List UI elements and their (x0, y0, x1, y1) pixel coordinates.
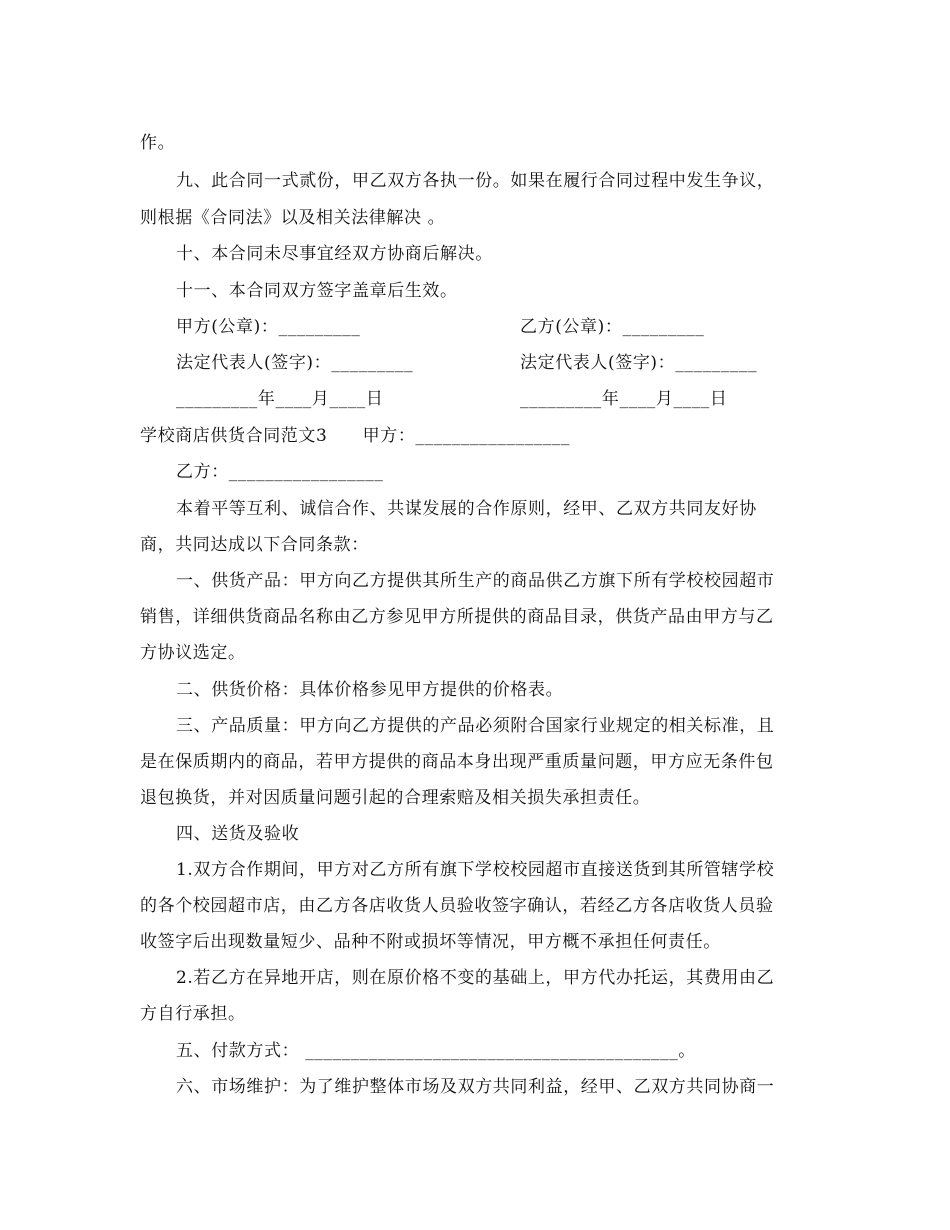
paragraph-line: 销售，详细供货商品名称由乙方参见甲方所提供的商品目录，供货产品由甲方与乙 (140, 607, 774, 627)
paragraph-line: 收签字后出现数量短少、品种不附或损坏等情况，甲方概不承担任何责任。 (140, 932, 721, 952)
clause-four-item-2: 2.若乙方在异地开店，则在原价格不变的基础上，甲方代办托运，其费用由乙 (176, 968, 775, 988)
party-b-line: 乙方：_________________ (176, 462, 384, 482)
paragraph-line: 作。 (140, 133, 176, 153)
paragraph-line: 方协议选定。 (140, 643, 246, 663)
paragraph-line: 方自行承担。 (140, 1004, 246, 1024)
clause-four-item-1: 1.双方合作期间，甲方对乙方所有旗下学校校园超市直接送货到其所管辖学校 (176, 860, 775, 880)
clause-ten: 十、本合同未尽事宜经双方协商后解决。 (176, 244, 493, 264)
clause-three: 三、产品质量：甲方向乙方提供的产品必须附合国家行业规定的相关标准，且 (176, 716, 775, 736)
contract-title-line: 学校商店供货合同范文3 甲方：_________________ (140, 426, 571, 446)
party-a-seal: 甲方(公章)：_________ (176, 317, 361, 337)
paragraph-line: 的各个校园超市店，由乙方各店收货人员验收签字确认，若经乙方各店收货人员验 (140, 896, 774, 916)
clause-four: 四、送货及验收 (176, 824, 300, 844)
party-a-representative: 法定代表人(签字)：_________ (176, 353, 414, 373)
clause-five: 五、付款方式： _________________________________________。 (176, 1041, 696, 1061)
clause-six: 六、市场维护：为了维护整体市场及双方共同利益，经甲、乙双方共同协商一 (176, 1077, 775, 1097)
paragraph-line: 商，共同达成以下合同条款： (140, 535, 369, 555)
clause-one: 一、供货产品：甲方向乙方提供其所生产的商品供乙方旗下所有学校校园超市 (176, 571, 775, 591)
clause-nine: 九、此合同一式贰份，甲乙双方各执一份。如果在履行合同过程中发生争议， (176, 171, 775, 191)
clause-two: 二、供货价格：具体价格参见甲方提供的价格表。 (176, 680, 564, 700)
party-b-seal: 乙方(公章)：_________ (520, 317, 705, 337)
party-b-date: _________年____月____日 (520, 389, 728, 409)
paragraph-line: 则根据《合同法》以及相关法律解决 。 (140, 208, 446, 228)
paragraph-line: 是在保质期内的商品，若甲方提供的商品本身出现严重质量问题，甲方应无条件包 (140, 752, 774, 772)
paragraph-line: 本着平等互利、诚信合作、共谋发展的合作原则，经甲、乙双方共同友好协 (176, 499, 757, 519)
party-b-representative: 法定代表人(签字)：_________ (520, 353, 758, 373)
paragraph-line: 退包换货，并对因质量问题引起的合理索赔及相关损失承担责任。 (140, 788, 651, 808)
clause-eleven: 十一、本合同双方签字盖章后生效。 (176, 281, 458, 301)
party-a-date: _________年____月____日 (176, 389, 384, 409)
